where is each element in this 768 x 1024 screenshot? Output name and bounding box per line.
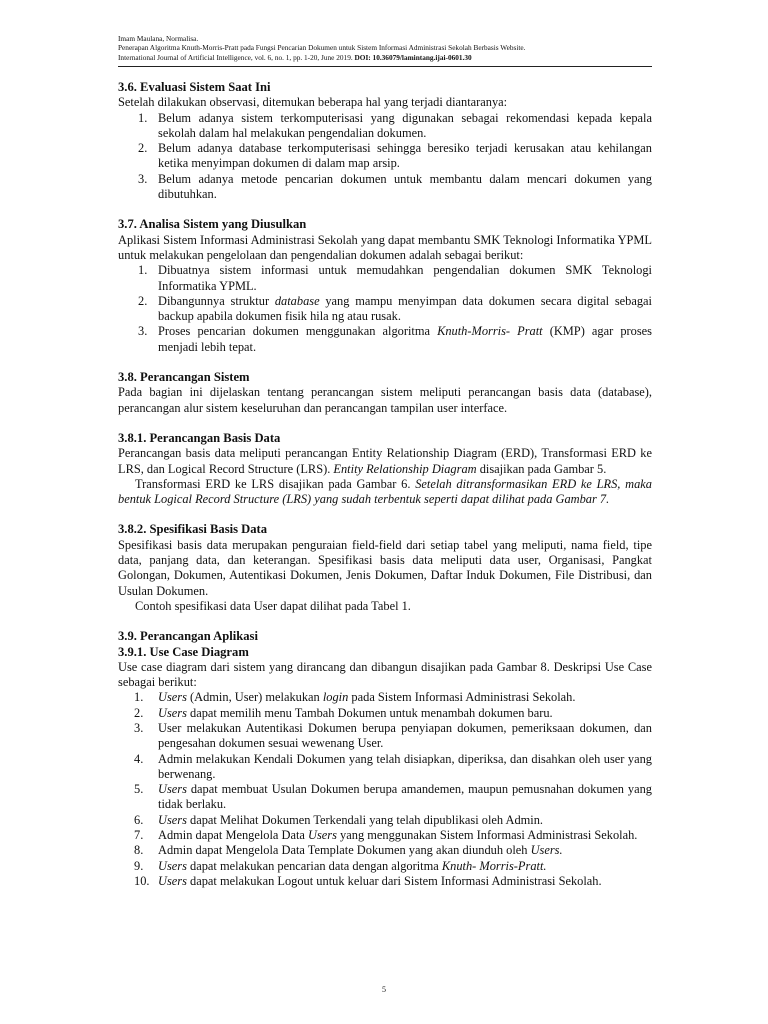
paragraph: Use case diagram dari sistem yang dirancang dan dibangun disajikan pada Gambar 8. Deskripsi Use Case sebagai berikut: [118, 659, 652, 690]
list-item [118, 828, 652, 843]
italic-term: Users [158, 812, 187, 827]
list-item [118, 721, 652, 752]
list-number: 1. [134, 690, 144, 705]
section-heading: 3.8.2. Spesifikasi Basis Data [118, 522, 268, 537]
list-item [118, 859, 652, 874]
section-heading: 3.8.1. Perancangan Basis Data [118, 430, 281, 445]
list-item [118, 813, 652, 828]
list-item [118, 263, 652, 294]
italic-term: database [274, 293, 320, 308]
list-text: pada Sistem Informasi Administrasi Sekolah. [348, 690, 576, 705]
list-item [118, 782, 652, 813]
header-authors: Imam Maulana, Normalisa. [118, 34, 199, 43]
italic-term: Users [308, 828, 337, 843]
paragraph [118, 446, 652, 477]
list-text: Belum adanya database terkomputerisasi sehingga beresiko terjadi kerusakan atau kehilangan ketika menyimpan dokumen di dalam map arsip. [158, 141, 652, 171]
subsection-heading: 3.9.1. Use Case Diagram [118, 644, 249, 659]
list-text: Belum adanya sistem terkomputerisasi yang digunakan sebagai rekomendasi kepada kepala sekolah dalam hal melakukan pengendalian dokumen. [158, 110, 652, 140]
list-text: Dibuatnya sistem informasi untuk memudahkan pengendalian dokumen SMK Teknologi Informatika YPML. [158, 263, 652, 293]
italic-term: Users [158, 873, 187, 888]
list-text: yang mampu menyimpan data dokumen secara digital sebagai backup apabila dokumen fisik hila ng atau rusak. [158, 293, 652, 324]
section-3-8-1 [118, 431, 652, 507]
italic-term: Users. [530, 843, 563, 858]
list-item [118, 141, 652, 172]
list-number: 3. [138, 171, 148, 186]
italic-term: Users [158, 705, 187, 720]
list-number: 4. [134, 751, 144, 766]
list-text: Belum adanya metode pencarian dokumen untuk membantu dalam mencari dokumen yang dibutuhkan. [158, 171, 652, 202]
list-item [118, 752, 652, 783]
italic-term: Entity Relationship Diagram [333, 461, 477, 476]
section-heading: 3.6. Evaluasi Sistem Saat Ini [118, 80, 271, 94]
list-number: 5. [134, 782, 144, 797]
running-header [118, 34, 652, 62]
section-3-7 [118, 217, 652, 355]
list-number: 7. [134, 828, 144, 843]
page-body [118, 80, 652, 904]
section-3-8 [118, 370, 652, 416]
header-rule [118, 66, 652, 67]
italic-term: Users [158, 690, 187, 705]
list-text: dapat membuat Usulan Dokumen berupa amandemen, maupun pemusnahan dokumen yang tidak berlaku. [158, 782, 652, 812]
numbered-list [118, 263, 652, 355]
list-item [118, 294, 652, 325]
list-number: 1. [138, 263, 148, 278]
paragraph: Aplikasi Sistem Informasi Administrasi Sekolah yang dapat membantu SMK Teknologi Informatika YPML untuk melakukan pengelolaan dan pengendalian dokumen adalah sebagai berikut: [118, 232, 652, 262]
header-title: Penerapan Algoritma Knuth-Morris-Pratt pada Fungsi Pencarian Dokumen untuk Sistem Informasi Administrasi Sekolah Berbasis Website. [118, 43, 526, 53]
list-number: 2. [134, 705, 144, 720]
list-item [118, 706, 652, 721]
numbered-list [118, 690, 652, 889]
list-number: 1. [138, 110, 148, 125]
numbered-list [118, 111, 652, 203]
list-number: 3. [138, 324, 148, 339]
paragraph: Setelah dilakukan observasi, ditemukan beberapa hal yang terjadi diantaranya: [118, 95, 508, 110]
page-number: 5 [382, 985, 386, 994]
section-heading: 3.8. Perancangan Sistem [118, 370, 250, 385]
list-item [118, 172, 652, 203]
list-text: yang menggunakan Sistem Informasi Administrasi Sekolah. [336, 828, 638, 843]
section-heading: 3.7. Analisa Sistem yang Diusulkan [118, 217, 307, 232]
section-3-6 [118, 80, 652, 202]
list-text: Admin dapat Mengelola Data Template Dokumen yang akan diunduh oleh [158, 843, 531, 858]
list-text: Proses pencarian dokumen menggunakan algoritma [158, 324, 438, 339]
list-item [118, 843, 652, 858]
list-item [118, 690, 652, 705]
paragraph: Pada bagian ini dijelaskan tentang perancangan sistem meliputi perancangan basis data (database), perancangan alur sistem keseluruhan dan perancangan tampilan user interface. [118, 385, 652, 415]
list-number: 10. [134, 873, 150, 888]
section-heading: 3.9. Perancangan Aplikasi [118, 629, 258, 644]
list-text: dapat memilih menu Tambah Dokumen untuk menambah dokumen baru. [186, 705, 553, 720]
text-run: Perancangan basis data meliputi perancangan Entity Relationship Diagram (ERD), Transformasi ERD ke LRS, dan Logical Record Structure (LRS). [118, 446, 652, 476]
section-3-9 [118, 629, 652, 889]
italic-text: Setelah ditransformasikan ERD ke LRS, maka bentuk Logical Record Structure (LRS) yang sudah terbentuk seperti dapat dilihat pada Gambar 7. [118, 476, 652, 507]
text-run: Transformasi ERD ke LRS disajikan pada Gambar 6. [135, 476, 416, 491]
italic-term: login [322, 690, 349, 705]
text-run: disajikan pada Gambar 5. [476, 461, 607, 476]
list-text: dapat Melihat Dokumen Terkendali yang telah dipublikasi oleh Admin. [186, 812, 544, 827]
list-number: 8. [134, 843, 144, 858]
italic-term: Knuth- Morris-Pratt. [441, 858, 547, 873]
list-number: 2. [138, 293, 148, 308]
section-3-8-2 [118, 522, 652, 614]
header-doi: DOI: 10.36079/lamintang.ijai-0601.30 [354, 52, 472, 62]
paragraph: Spesifikasi basis data merupakan penguraian field-field dari setiap tabel yang meliputi, nama field, tipe data, panjang data, dan keterangan. Spesifikasi basis data meliputi data user, Organisasi, Pangkat Golongan, Dokumen, Autentikasi Dokumen, Jenis Dokumen, Daftar Induk Dokumen, File Distribusi, dan Usulan Dokumen. [118, 537, 652, 598]
list-text: Admin melakukan Kendali Dokumen yang telah disiapkan, diperiksa, dan disahkan oleh user yang berwenang. [158, 751, 652, 781]
paragraph: Contoh spesifikasi data User dapat dilihat pada Tabel 1. [135, 598, 411, 613]
list-text: (Admin, User) melakukan [186, 690, 323, 705]
list-item [118, 111, 652, 142]
list-item [118, 874, 652, 889]
list-text: Dibangunnya struktur [158, 293, 275, 308]
list-text: User melakukan Autentikasi Dokumen berupa penyiapan dokumen, pemeriksaan dokumen, dan pengesahan dokumen sesuai wewenang User. [158, 720, 652, 751]
list-item [118, 324, 652, 355]
italic-term: Knuth-Morris- Pratt [437, 324, 543, 339]
header-journal-info: International Journal of Artificial Intelligence, vol. 6, no. 1, pp. 1-20, June 2019. [118, 52, 355, 62]
list-text: dapat melakukan Logout untuk keluar dari Sistem Informasi Administrasi Sekolah. [186, 873, 602, 888]
list-number: 3. [134, 720, 144, 735]
list-text: dapat melakukan pencarian data dengan algoritma [186, 858, 442, 873]
paragraph [118, 477, 652, 508]
list-text: (KMP) agar proses menjadi lebih tepat. [158, 324, 652, 354]
list-number: 2. [138, 141, 148, 156]
list-number: 9. [134, 858, 144, 873]
header-journal [118, 53, 652, 62]
list-text: Admin dapat Mengelola Data [158, 828, 309, 843]
italic-term: Users [158, 782, 187, 797]
list-number: 6. [134, 812, 144, 827]
italic-term: Users [158, 858, 187, 873]
